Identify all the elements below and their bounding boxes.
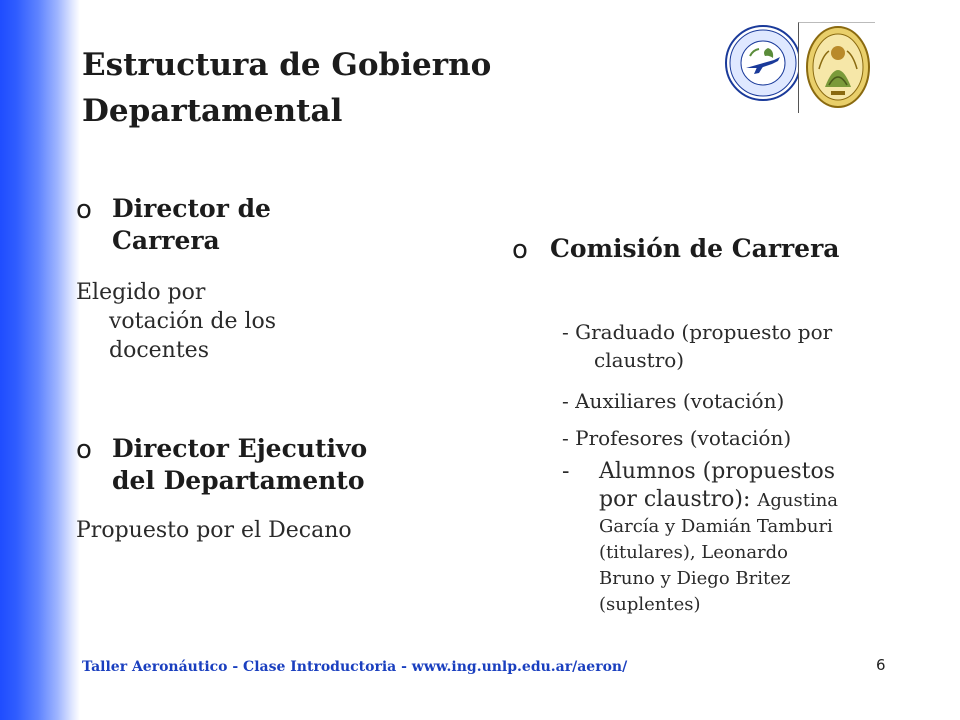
director-ejecutivo-heading-line-1: Director Ejecutivo [112,434,368,463]
slide-title-line-1: Estructura de Gobierno [82,47,492,83]
slide-title-line-2: Departamental [82,93,343,129]
alumnos-line-2 [599,486,932,514]
university-seal-icon [805,25,871,109]
alumnos-line-2b: Agustina [757,490,839,511]
department-seal-icon [724,24,802,102]
alumnos-line-6: (suplentes) [599,594,701,615]
slide-title [82,42,642,134]
director-carrera-desc-line-3: docentes [109,338,209,363]
director-carrera-heading [112,193,412,257]
page-number: 6 [876,656,886,674]
alumnos-line-5: Bruno y Diego Britez [599,568,791,589]
director-ejecutivo-heading [112,433,442,497]
bullet-marker: o [76,195,92,225]
graduado-line-2: claustro) [594,348,685,372]
alumnos-text [599,458,932,618]
slide-footer: Taller Aeronáutico - Clase Introductoria - www.ing.unlp.edu.ar/aeron/ [82,659,628,675]
profesores-item: - Profesores (votación) [562,426,792,450]
alumnos-line-4: (titulares), Leonardo [599,542,789,563]
director-carrera-desc-line-2: votación de los [109,309,277,334]
bullet-marker: o [512,235,528,265]
director-carrera-description [76,278,406,365]
director-ejecutivo-heading-line-2: del Departamento [112,466,365,495]
unlp-seal-frame [798,22,875,113]
graduado-line-1: - Graduado (propuesto por [562,320,833,344]
alumnos-line-3: García y Damián Tamburi [599,516,833,537]
bullet-marker: o [76,435,92,465]
alumnos-line-1: Alumnos (propuestos [599,459,836,484]
side-gradient-bar [0,0,80,720]
alumnos-dash: - [562,459,570,484]
comision-carrera-heading: Comisión de Carrera [550,234,840,263]
director-carrera-heading-line-1: Director de [112,194,271,223]
logos [724,22,876,112]
director-carrera-heading-line-2: Carrera [112,226,220,255]
auxiliares-item: - Auxiliares (votación) [562,389,785,413]
alumnos-line-2a: por claustro): [599,487,758,512]
director-ejecutivo-description: Propuesto por el Decano [76,518,352,543]
graduado-item [562,318,922,374]
director-carrera-desc-line-1: Elegido por [76,280,206,305]
alumnos-item [562,458,932,618]
